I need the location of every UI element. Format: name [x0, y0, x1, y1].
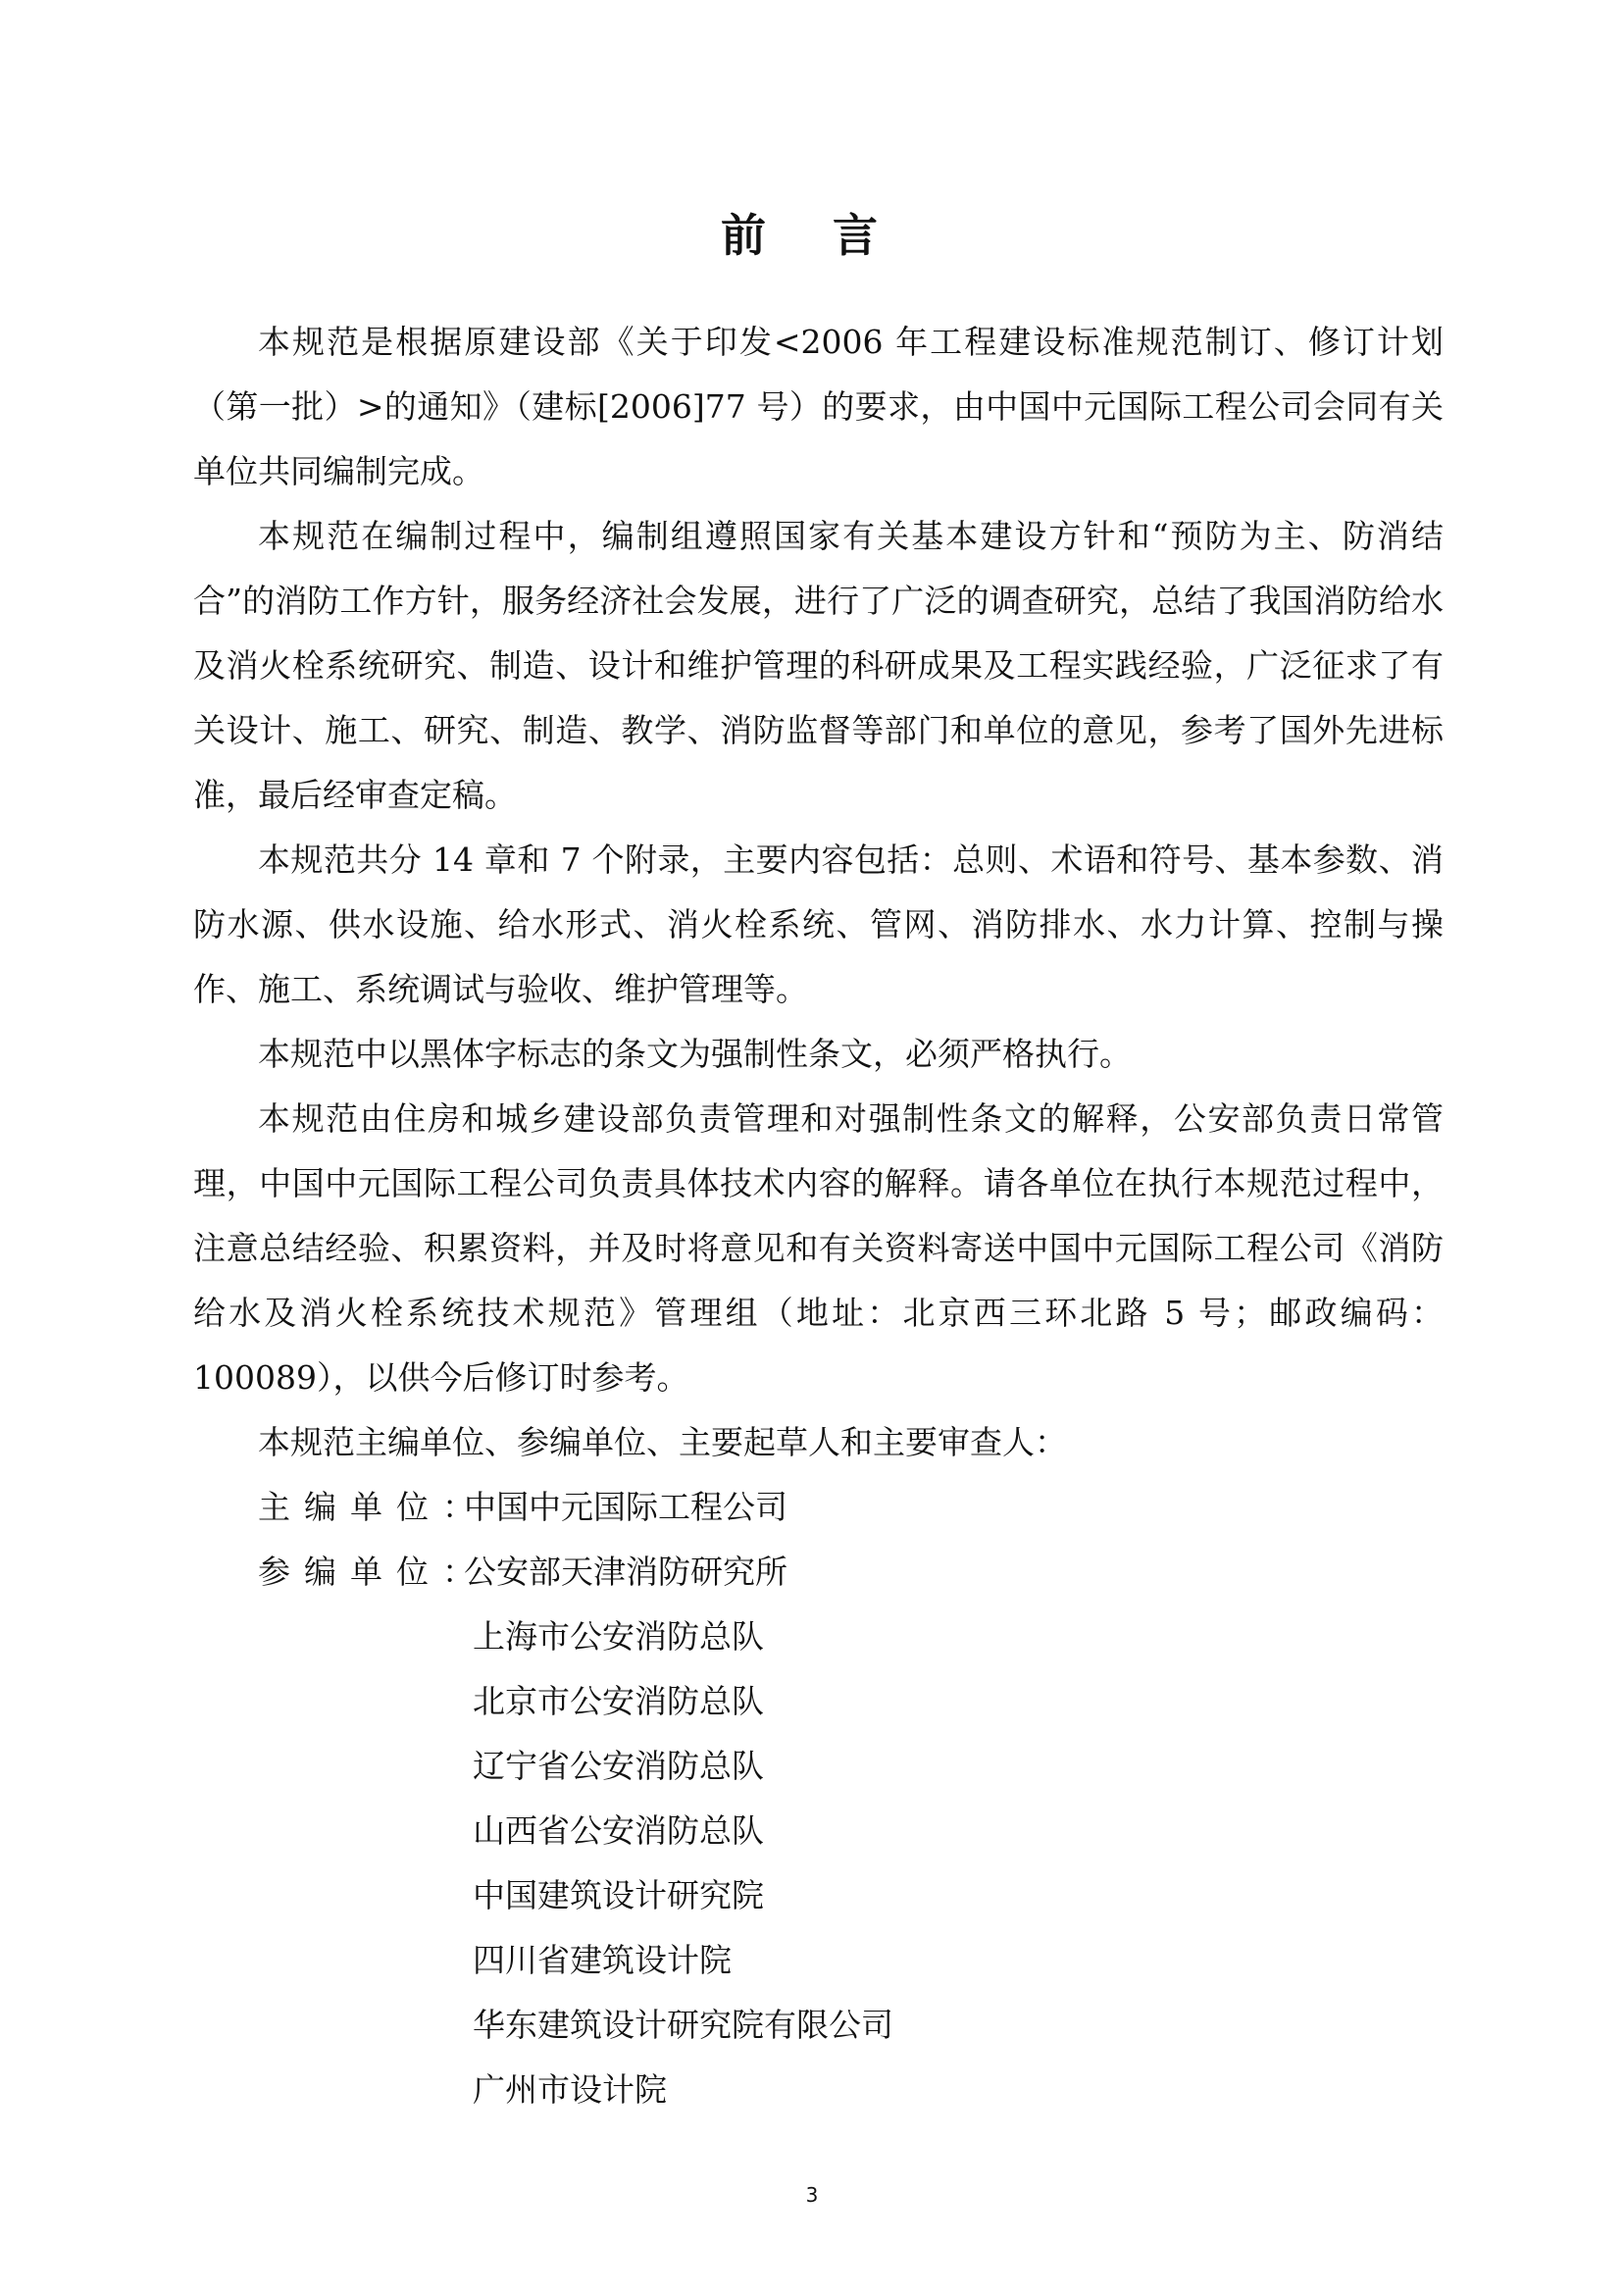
paragraph: 本规范中以黑体字标志的条文为强制性条文，必须严格执行。 [258, 1035, 1132, 1073]
paragraph: 本规范由住房和城乡建设部负责管理和对强制性条文的解释，公安部负责日常管理，中国中元国际工程公司负责具体技术内容的解释。请各单位在执行本规范过程中，注意总结经验、积累资料，并及时将意见和有关资料寄送中国中元国际工程公司《消防给水及消火栓系统技术规范》管理组（地址：北京西三环北路 5 号；邮政编码：100089），以供今后修订时参考。 [193, 1099, 1444, 1397]
preface-body [193, 310, 1444, 2122]
list-item: 中国建筑设计研究院 [473, 1876, 764, 1914]
participating-unit-list [193, 1605, 1444, 2122]
chief-unit-row [193, 1475, 1444, 1540]
chief-unit-label: 主编单位： [258, 1488, 488, 1526]
paragraph: 本规范主编单位、参编单位、主要起草人和主要审查人： [258, 1423, 1067, 1461]
page-number: 3 [805, 2183, 819, 2207]
list-item: 山西省公安消防总队 [473, 1811, 764, 1850]
paragraph: 本规范共分 14 章和 7 个附录，主要内容包括：总则、术语和符号、基本参数、消防水源、供水设施、给水形式、消火栓系统、管网、消防排水、水力计算、控制与操作、施工、系统调试与验收、维护管理等。 [193, 841, 1444, 1008]
list-item: 广州市设计院 [473, 2070, 667, 2109]
participating-unit-row [193, 1540, 1444, 1605]
list-item: 北京市公安消防总队 [473, 1682, 764, 1720]
chief-unit-value: 中国中元国际工程公司 [464, 1488, 787, 1526]
paragraph: 本规范在编制过程中，编制组遵照国家有关基本建设方针和“预防为主、防消结合”的消防工作方针，服务经济社会发展，进行了广泛的调查研究，总结了我国消防给水及消火栓系统研究、制造、设计和维护管理的科研成果及工程实践经验，广泛征求了有关设计、施工、研究、制造、教学、消防监督等部门和单位的意见，参考了国外先进标准，最后经审查定稿。 [193, 517, 1444, 814]
participating-unit-first: 公安部天津消防研究所 [464, 1553, 787, 1591]
list-item: 辽宁省公安消防总队 [473, 1747, 764, 1785]
page-title: 前 言 [720, 209, 903, 262]
list-item: 华东建筑设计研究院有限公司 [473, 2006, 893, 2044]
list-item: 上海市公安消防总队 [473, 1617, 764, 1656]
paragraph: 本规范是根据原建设部《关于印发<2006 年工程建设标准规范制订、修订计划（第一批）>的通知》（建标[2006]77 号）的要求，由中国中元国际工程公司会同有关单位共同编制完成。 [193, 323, 1444, 490]
list-item: 四川省建筑设计院 [473, 1941, 732, 1979]
participating-unit-label: 参编单位： [258, 1553, 488, 1591]
